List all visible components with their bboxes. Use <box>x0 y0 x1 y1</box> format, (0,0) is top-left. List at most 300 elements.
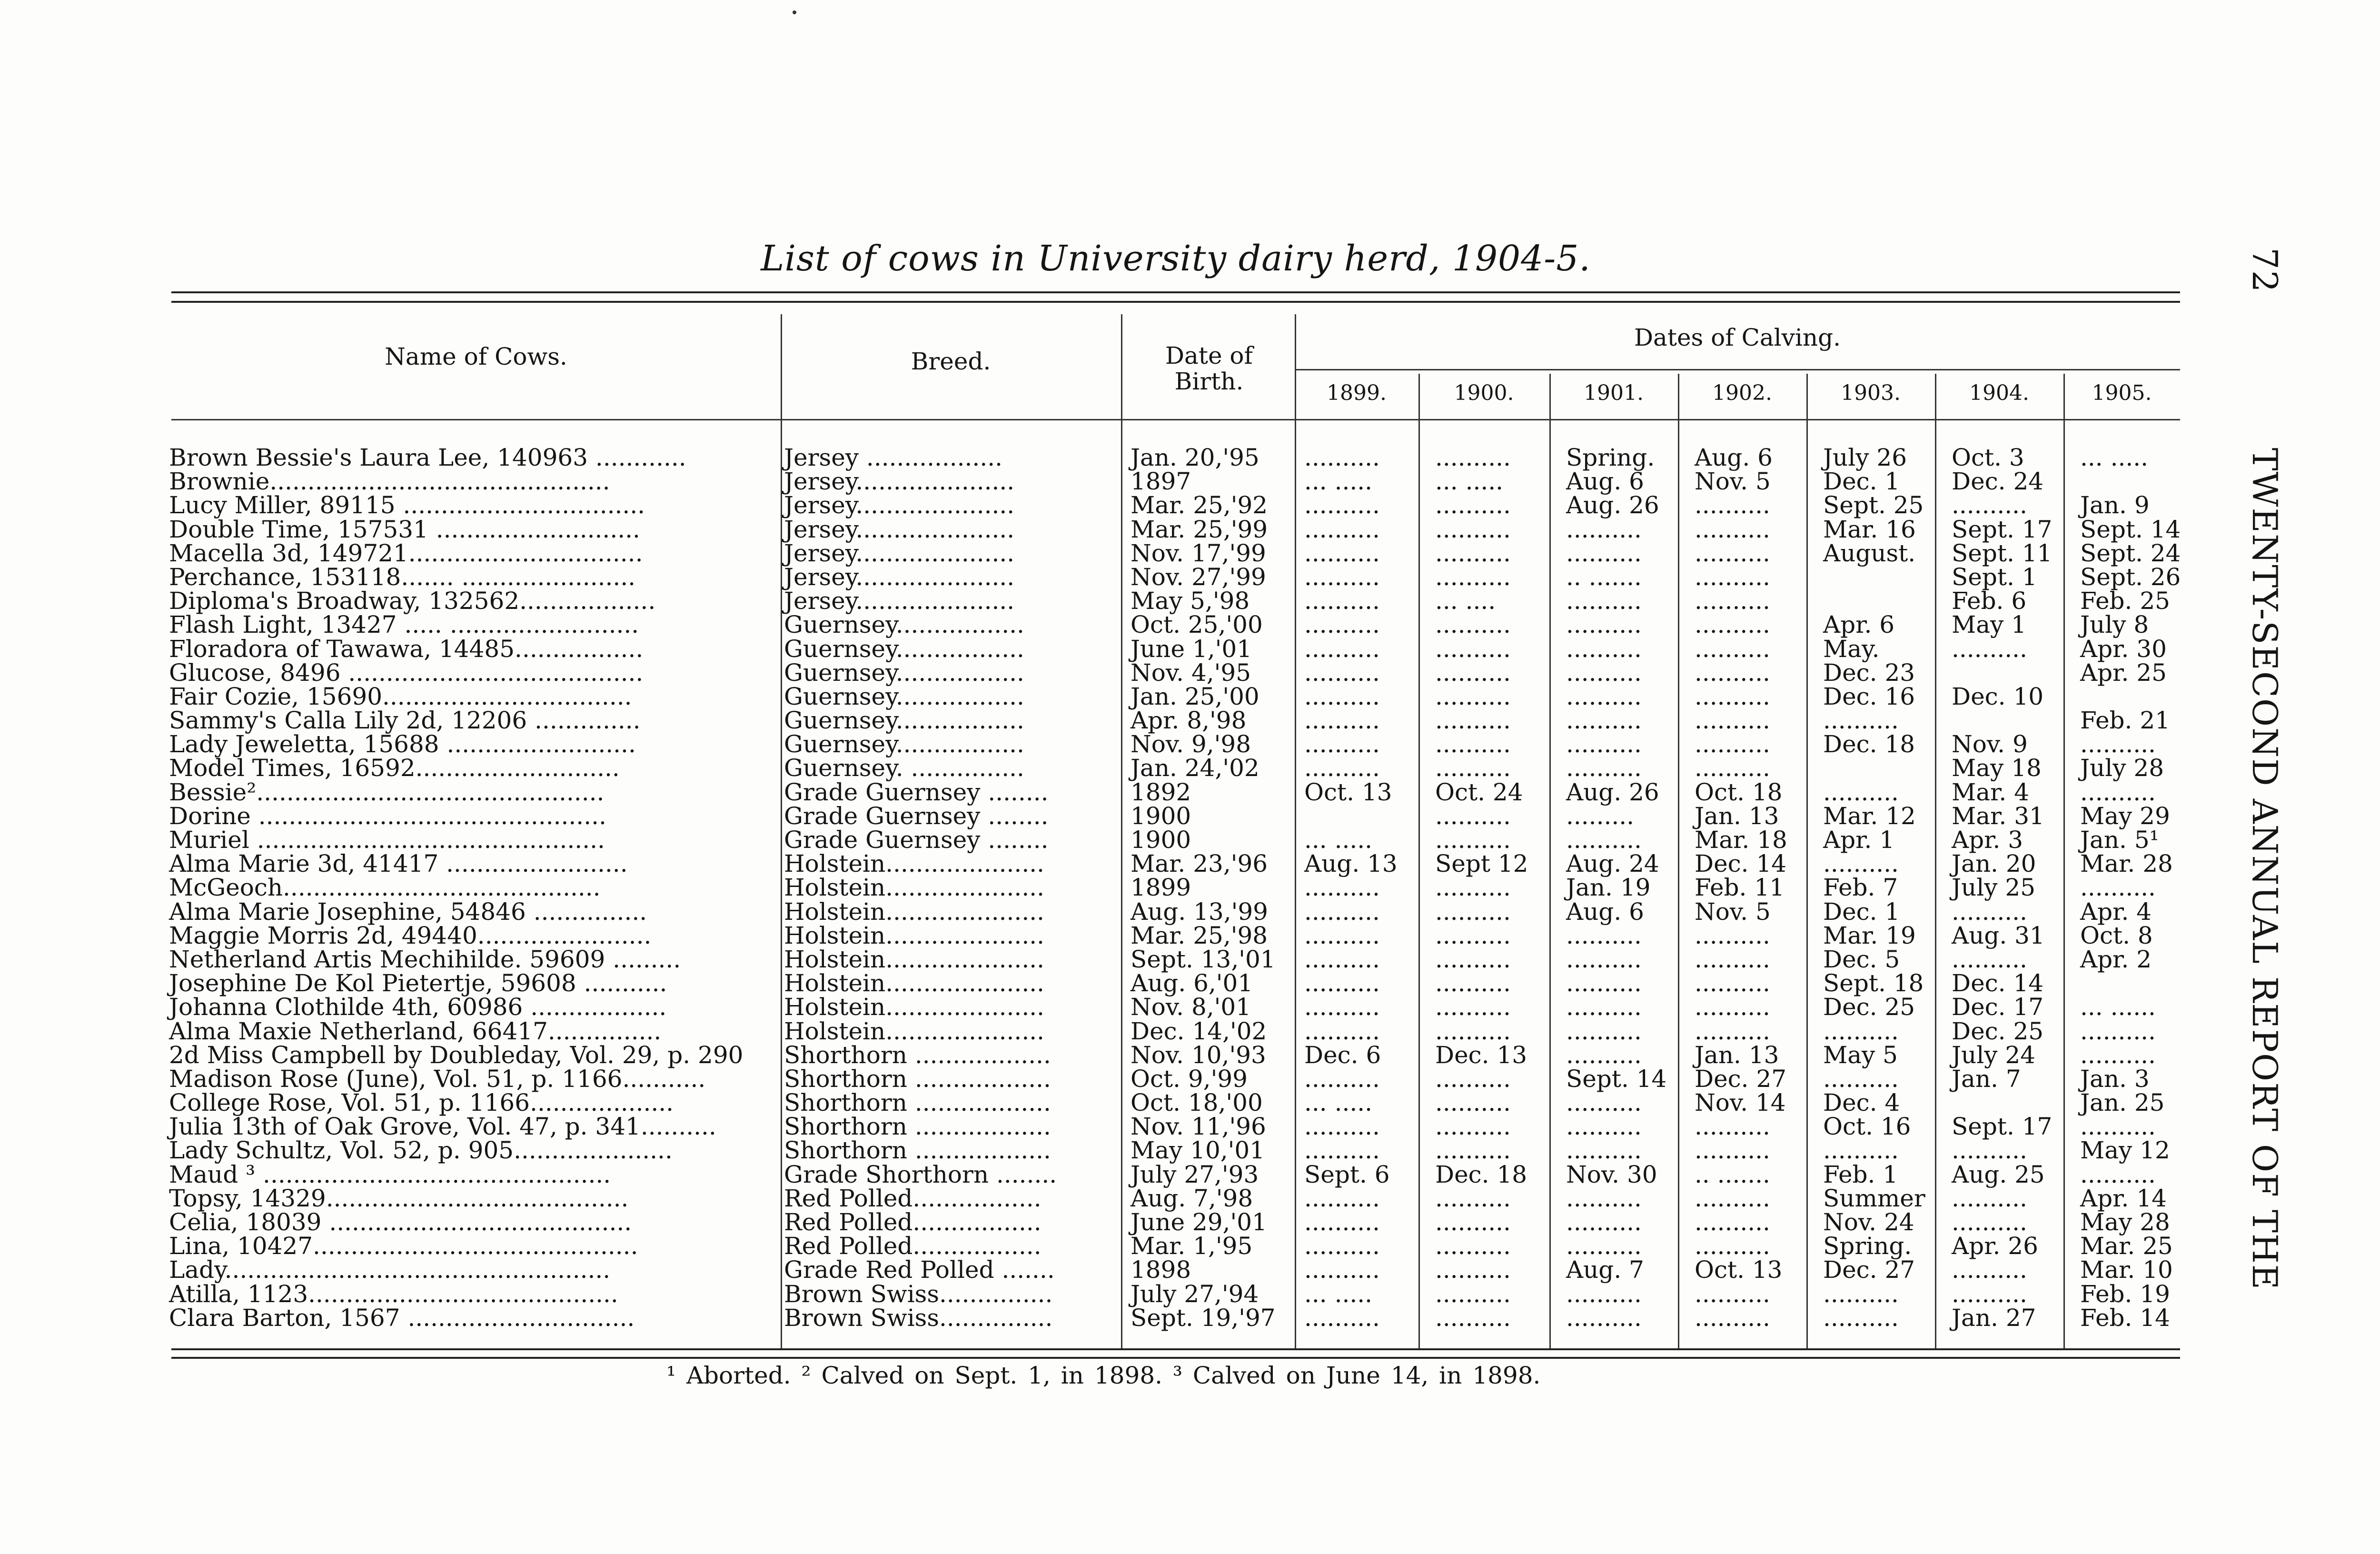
calving-date: ... ..... <box>1304 468 1373 496</box>
birth-date: Mar. 1,'95 <box>1130 1232 1253 1260</box>
calving-date: .......... <box>1304 682 1380 710</box>
calving-date: Jan. 5¹ <box>2080 826 2159 854</box>
calving-date: .......... <box>1566 969 1642 997</box>
calving-date: .......... <box>1304 874 1380 902</box>
calving-date: .......... <box>1695 1232 1770 1260</box>
calving-date: .......... <box>2080 730 2156 758</box>
birth-date: Aug. 13,'99 <box>1130 897 1268 926</box>
calving-date: Sept 12 <box>1435 850 1528 878</box>
calving-date: .......... <box>1566 921 1642 949</box>
cow-breed: Holstein..................... <box>784 874 1044 902</box>
calving-date: May 5 <box>1823 1041 1898 1069</box>
calving-date: Dec. 1 <box>1823 897 1900 926</box>
table-row <box>169 565 2182 589</box>
calving-date: Feb. 25 <box>2080 587 2170 615</box>
calving-date: .......... <box>1952 945 2027 973</box>
calving-date: May. <box>1823 635 1880 663</box>
calving-date: .......... <box>1304 897 1380 926</box>
calving-date: .......... <box>1304 635 1380 663</box>
cow-name: Floradora of Tawawa, 14485................. <box>169 635 644 663</box>
cow-name: Brownie............................................. <box>169 468 610 496</box>
cow-breed: Guernsey................. <box>784 682 1024 710</box>
cow-breed: Holstein..................... <box>784 945 1044 973</box>
birth-date: Aug. 7,'98 <box>1130 1184 1253 1212</box>
table-row <box>169 707 2182 735</box>
calving-date: ... ..... <box>1304 1089 1373 1117</box>
calving-date: Aug. 24 <box>1566 850 1659 878</box>
calving-date: Oct. 16 <box>1823 1113 1911 1141</box>
cow-breed: Guernsey. ............... <box>784 754 1024 782</box>
calving-date: .......... <box>1435 444 1511 471</box>
page-number: 72 <box>2245 248 2285 293</box>
calving-date: Sept. 17 <box>1952 515 2053 543</box>
table-row <box>169 852 2182 876</box>
cow-name: Lina, 10427........................................... <box>169 1232 638 1260</box>
calving-date: .......... <box>1566 658 1642 687</box>
cow-name: Julia 13th of Oak Grove, Vol. 47, p. 341.......... <box>169 1113 716 1141</box>
cow-name: Diploma's Broadway, 132562.................. <box>169 587 656 615</box>
cow-name: Double Time, 157531 ........................... <box>169 515 640 543</box>
calving-date: .......... <box>1304 491 1380 519</box>
calving-date: .......... <box>1435 1065 1511 1093</box>
birth-date: Apr. 8,'98 <box>1130 707 1247 735</box>
table-row <box>169 897 2182 926</box>
calving-date: .......... <box>1695 1208 1770 1236</box>
cow-breed: Jersey .................. <box>784 444 1003 471</box>
cow-name: Netherland Artis Mechihilde. 59609 ......... <box>169 945 681 973</box>
calving-date: Nov. 30 <box>1566 1160 1657 1188</box>
cow-breed: Jersey..................... <box>784 587 1015 615</box>
calving-date: .......... <box>1304 1208 1380 1236</box>
calving-date: Apr. 26 <box>1952 1232 2038 1260</box>
calving-date: .......... <box>1695 1280 1770 1308</box>
calving-date: Oct. 18 <box>1695 778 1783 806</box>
table-row <box>169 971 2182 995</box>
table-row <box>169 1160 2182 1188</box>
calving-date: .......... <box>1566 945 1642 973</box>
birth-date: Jan. 24,'02 <box>1130 754 1259 782</box>
calving-date: August. <box>1823 539 1916 567</box>
calving-date: .......... <box>1435 945 1511 973</box>
calving-date: .......... <box>1952 1280 2027 1308</box>
birth-date: Aug. 6,'01 <box>1130 969 1253 997</box>
birth-date: 1897 <box>1130 468 1191 496</box>
cow-breed: Guernsey................. <box>784 707 1024 735</box>
table-row <box>169 947 2182 971</box>
cow-breed: Jersey..................... <box>784 563 1015 591</box>
calving-date: Dec. 6 <box>1304 1041 1381 1069</box>
top-rule-2 <box>171 301 2180 303</box>
calving-date: .......... <box>1304 658 1380 687</box>
calving-date: .......... <box>1695 515 1770 543</box>
calving-date: .......... <box>1695 754 1770 782</box>
calving-date: Feb. 11 <box>1695 874 1785 902</box>
birth-date: Nov. 4,'95 <box>1130 658 1251 687</box>
table-row <box>169 1258 2182 1282</box>
calving-date: .......... <box>1695 563 1770 591</box>
calving-date: .......... <box>1566 1089 1642 1117</box>
header-year-1904: 1904. <box>1969 381 2029 405</box>
calving-date: ......... <box>1566 802 1635 830</box>
table-row <box>169 995 2182 1019</box>
cow-breed: Guernsey................. <box>784 635 1024 663</box>
table-row <box>169 446 2182 469</box>
running-head-title: TWENTY-SECOND ANNUAL REPORT OF THE <box>2245 448 2285 1291</box>
calving-date: .......... <box>1952 897 2027 926</box>
calving-date: .......... <box>2080 874 2156 902</box>
calving-date: .......... <box>1952 635 2027 663</box>
calving-date: Apr. 2 <box>2080 945 2152 973</box>
table-row <box>169 1306 2182 1330</box>
calving-date: .......... <box>1304 539 1380 567</box>
calving-date: .......... <box>2080 778 2156 806</box>
calving-date: ... ..... <box>2080 444 2149 471</box>
calving-date: .......... <box>1304 1113 1380 1141</box>
calving-date: Nov. 9 <box>1952 730 2028 758</box>
calving-date: Mar. 25 <box>2080 1232 2173 1260</box>
calving-date: ... .... <box>1435 587 1496 615</box>
calving-date: Dec. 17 <box>1952 993 2044 1021</box>
cow-breed: Shorthorn .................. <box>784 1041 1051 1069</box>
cow-name: Topsy, 14329........................................ <box>169 1184 629 1212</box>
calving-date: .......... <box>1435 1184 1511 1212</box>
calving-date: .......... <box>1566 1041 1642 1069</box>
cow-name: Lady................................................... <box>169 1256 611 1284</box>
cow-breed: Grade Red Polled ....... <box>784 1256 1055 1284</box>
calving-date: May 1 <box>1952 611 2026 639</box>
calving-date: .......... <box>1566 682 1642 710</box>
cow-breed: Holstein..................... <box>784 993 1044 1021</box>
calving-date: .......... <box>1435 658 1511 687</box>
cow-breed: Holstein..................... <box>784 921 1044 949</box>
calving-date: .......... <box>1566 1184 1642 1212</box>
calving-date: .......... <box>1435 826 1511 854</box>
calving-date: .......... <box>1304 945 1380 973</box>
calving-date: Aug. 25 <box>1952 1160 2045 1188</box>
calving-date: .......... <box>1435 921 1511 949</box>
cow-breed: Red Polled................. <box>784 1184 1041 1212</box>
calving-date: .......... <box>1952 1136 2027 1165</box>
calving-date: .......... <box>1304 921 1380 949</box>
cow-breed: Guernsey................. <box>784 658 1024 687</box>
calving-date: Oct. 24 <box>1435 778 1523 806</box>
calving-date: .......... <box>1435 707 1511 735</box>
calving-date: .......... <box>1304 563 1380 591</box>
calving-date: .......... <box>1304 1017 1380 1045</box>
calving-date: .......... <box>1435 563 1511 591</box>
calving-date: .......... <box>1695 1017 1770 1045</box>
birth-date: Nov. 27,'99 <box>1130 563 1266 591</box>
cow-breed: Grade Guernsey ........ <box>784 802 1049 830</box>
table-row <box>169 1136 2182 1165</box>
birth-date: Mar. 25,'92 <box>1130 491 1268 519</box>
cow-name: Maud ³ .............................................. <box>169 1160 611 1188</box>
calving-date: .......... <box>2080 1113 2156 1141</box>
calving-date: .......... <box>1435 754 1511 782</box>
bottom-rule-2 <box>171 1357 2180 1359</box>
calving-date: .......... <box>1695 491 1770 519</box>
birth-date: Nov. 8,'01 <box>1130 993 1251 1021</box>
calving-date: .......... <box>1435 1017 1511 1045</box>
calving-date: Jan. 7 <box>1952 1065 2021 1093</box>
calving-date: .......... <box>1435 1089 1511 1117</box>
calving-date: .......... <box>1566 730 1642 758</box>
cow-name: Fair Cozie, 15690................................. <box>169 682 632 710</box>
calving-date: Dec. 23 <box>1823 658 1915 687</box>
calving-date: Dec. 14 <box>1695 850 1787 878</box>
cow-name: Lucy Miller, 89115 ................................ <box>169 491 645 519</box>
cow-name: Sammy's Calla Lily 2d, 12206 .............. <box>169 707 641 735</box>
calving-date: .......... <box>1304 993 1380 1021</box>
header-dates-group: Dates of Calving. <box>1634 324 1841 351</box>
calving-date: .......... <box>1566 993 1642 1021</box>
calving-date: Feb. 19 <box>2080 1280 2170 1308</box>
calving-date: May 28 <box>2080 1208 2170 1236</box>
calving-date: .......... <box>1435 874 1511 902</box>
table-row <box>169 780 2182 804</box>
calving-date: .......... <box>1304 1232 1380 1260</box>
table-row <box>169 541 2182 565</box>
calving-date: .......... <box>2080 1160 2156 1188</box>
calving-date: .......... <box>1695 1113 1770 1141</box>
cow-breed: Brown Swiss............... <box>784 1280 1053 1308</box>
birth-date: Nov. 10,'93 <box>1130 1041 1266 1069</box>
cow-name: 2d Miss Campbell by Doubleday, Vol. 29, p. 290 <box>169 1041 744 1069</box>
calving-date: .......... <box>1566 1136 1642 1165</box>
calving-date: Aug. 7 <box>1566 1256 1644 1284</box>
cow-breed: Jersey..................... <box>784 491 1015 519</box>
calving-date: ... ..... <box>1304 1280 1373 1308</box>
table-row <box>169 613 2182 637</box>
header-birth: Date of Birth. <box>1165 342 1253 395</box>
calving-date: .......... <box>1566 515 1642 543</box>
calving-date: Spring. <box>1566 444 1655 471</box>
calving-date: Jan. 13 <box>1695 802 1779 830</box>
calving-date: .......... <box>1695 658 1770 687</box>
calving-date: .......... <box>1695 1184 1770 1212</box>
calving-date: .......... <box>1304 730 1380 758</box>
calving-date: Sept. 26 <box>2080 563 2181 591</box>
calving-date: Aug. 6 <box>1566 897 1644 926</box>
calving-date: Jan. 3 <box>2080 1065 2150 1093</box>
calving-date: Sept. 6 <box>1304 1160 1390 1188</box>
calving-date: .......... <box>1435 539 1511 567</box>
calving-date: Jan. 25 <box>2080 1089 2165 1117</box>
calving-date: Sept. 14 <box>1566 1065 1667 1093</box>
header-name: Name of Cows. <box>385 343 567 370</box>
calving-date: .......... <box>1435 1280 1511 1308</box>
calving-date: .......... <box>1304 754 1380 782</box>
calving-date: Apr. 4 <box>2080 897 2152 926</box>
header-breed: Breed. <box>911 348 991 375</box>
cow-name: Alma Maxie Netherland, 66417............... <box>169 1017 662 1045</box>
calving-date: .......... <box>1435 1136 1511 1165</box>
calving-date: July 26 <box>1823 444 1907 471</box>
cow-breed: Grade Shorthorn ........ <box>784 1160 1057 1188</box>
calving-date: .......... <box>1566 635 1642 663</box>
calving-date: .......... <box>1435 1113 1511 1141</box>
cow-breed: Jersey..................... <box>784 539 1015 567</box>
calving-date: .. ....... <box>1566 563 1642 591</box>
calving-date: .......... <box>1435 1256 1511 1284</box>
birth-date: Sept. 13,'01 <box>1130 945 1276 973</box>
cow-breed: Jersey..................... <box>784 468 1015 496</box>
calving-date: Oct. 3 <box>1952 444 2024 471</box>
calving-date: Oct. 13 <box>1695 1256 1783 1284</box>
cow-name: Maggie Morris 2d, 49440....................... <box>169 921 652 949</box>
calving-date: .......... <box>1695 921 1770 949</box>
cow-breed: Grade Guernsey ........ <box>784 778 1049 806</box>
calving-date: .......... <box>1435 682 1511 710</box>
table-row <box>169 1282 2182 1306</box>
calving-date: Dec. 1 <box>1823 468 1900 496</box>
calving-date: May 29 <box>2080 802 2170 830</box>
calving-date: .......... <box>1695 707 1770 735</box>
calving-date: Dec. 25 <box>1952 1017 2044 1045</box>
cow-name: College Rose, Vol. 51, p. 1166................... <box>169 1089 674 1117</box>
calving-date: .......... <box>1566 707 1642 735</box>
calving-date: July 8 <box>2080 611 2149 639</box>
calving-date: .......... <box>1435 1208 1511 1236</box>
calving-date: Feb. 21 <box>2080 707 2170 735</box>
cow-breed: Guernsey................. <box>784 611 1024 639</box>
cow-name: Alma Marie 3d, 41417 ........................ <box>169 850 628 878</box>
calving-date: Mar. 28 <box>2080 850 2173 878</box>
birth-date: June 29,'01 <box>1130 1208 1267 1236</box>
calving-date: .......... <box>1695 539 1770 567</box>
calving-date: .......... <box>1566 1280 1642 1308</box>
cow-breed: Red Polled................. <box>784 1232 1041 1260</box>
calving-date: .......... <box>1435 1304 1511 1332</box>
cow-name: Brown Bessie's Laura Lee, 140963 ............ <box>169 444 686 471</box>
cow-name: Bessie².............................................. <box>169 778 605 806</box>
birth-date: 1900 <box>1130 826 1191 854</box>
table-caption: List of cows in University dairy herd, 1904-5. <box>761 238 1591 279</box>
table-row <box>169 1113 2182 1141</box>
calving-date: Aug. 6 <box>1695 444 1773 471</box>
calving-date: Apr. 6 <box>1823 611 1895 639</box>
cow-breed: Brown Swiss............... <box>784 1304 1053 1332</box>
calving-date: Spring. <box>1823 1232 1912 1260</box>
calving-date: .......... <box>1304 611 1380 639</box>
table-row <box>169 732 2182 756</box>
calving-date: Nov. 14 <box>1695 1089 1786 1117</box>
calving-date: .......... <box>1695 611 1770 639</box>
calving-date: Aug. 13 <box>1304 850 1398 878</box>
calving-date: Apr. 3 <box>1952 826 2023 854</box>
cow-name: Madison Rose (June), Vol. 51, p. 1166........... <box>169 1065 706 1093</box>
cow-breed: Holstein..................... <box>784 1017 1044 1045</box>
table-row <box>169 637 2182 661</box>
calving-date: Dec. 25 <box>1823 993 1915 1021</box>
birth-date: July 27,'93 <box>1130 1160 1259 1188</box>
table-row <box>169 874 2182 902</box>
cow-table-body <box>169 446 2182 1330</box>
birth-date: Mar. 25,'99 <box>1130 515 1268 543</box>
calving-date: July 28 <box>2080 754 2164 782</box>
calving-date: .......... <box>1566 539 1642 567</box>
calving-date: .......... <box>1566 1208 1642 1236</box>
calving-date: Feb. 7 <box>1823 874 1898 902</box>
birth-date: Nov. 9,'98 <box>1130 730 1251 758</box>
header-year-1902: 1902. <box>1712 381 1772 405</box>
calving-date: Jan. 19 <box>1566 874 1651 902</box>
calving-date: Summer <box>1823 1184 1925 1212</box>
calving-date: Sept. 18 <box>1823 969 1924 997</box>
calving-date: Feb. 6 <box>1952 587 2027 615</box>
calving-date: ... ..... <box>1435 468 1504 496</box>
header-year-1905: 1905. <box>2092 381 2152 405</box>
birth-date: 1898 <box>1130 1256 1191 1284</box>
calving-date: .......... <box>1952 1208 2027 1236</box>
table-row <box>169 682 2182 710</box>
running-head <box>2242 248 2285 1291</box>
calving-date: Nov. 5 <box>1695 897 1771 926</box>
calving-date: .......... <box>1952 491 2027 519</box>
calving-date: .......... <box>1695 1304 1770 1332</box>
calving-date: Mar. 12 <box>1823 802 1916 830</box>
calving-date: Mar. 16 <box>1823 515 1916 543</box>
calving-date: .......... <box>1304 515 1380 543</box>
calving-date: Apr. 14 <box>2080 1184 2167 1212</box>
cow-breed: Shorthorn .................. <box>784 1065 1051 1093</box>
calving-date: Jan. 9 <box>2080 491 2150 519</box>
birth-date: Jan. 25,'00 <box>1130 682 1259 710</box>
table-row <box>169 756 2182 780</box>
calving-date: Sept. 11 <box>1952 539 2053 567</box>
table-row <box>169 804 2182 828</box>
table-row <box>169 1043 2182 1067</box>
calving-date: .......... <box>1435 969 1511 997</box>
header-year-1901: 1901. <box>1584 381 1644 405</box>
birth-date: July 27,'94 <box>1130 1280 1259 1308</box>
calving-date: Feb. 14 <box>2080 1304 2170 1332</box>
calving-date: .......... <box>1435 802 1511 830</box>
stray-mark <box>793 10 796 14</box>
calving-date: .......... <box>1435 611 1511 639</box>
calving-date: .......... <box>1695 682 1770 710</box>
calving-date: ... ..... <box>1304 826 1373 854</box>
calving-date: .......... <box>1695 993 1770 1021</box>
calving-date: .......... <box>1566 1232 1642 1260</box>
birth-date: 1900 <box>1130 802 1191 830</box>
calving-date: .......... <box>1566 611 1642 639</box>
table-row <box>169 589 2182 613</box>
calving-date: Mar. 4 <box>1952 778 2030 806</box>
cow-name: Clara Barton, 1567 .............................. <box>169 1304 635 1332</box>
birth-date: 1892 <box>1130 778 1191 806</box>
calving-date: Dec. 16 <box>1823 682 1915 710</box>
calving-date: .......... <box>1695 587 1770 615</box>
calving-date: .......... <box>2080 1017 2156 1045</box>
cow-name: Josephine De Kol Pietertje, 59608 ........... <box>169 969 667 997</box>
calving-date: ... ...... <box>2080 993 2156 1021</box>
calving-date: .......... <box>1435 1232 1511 1260</box>
calving-date: Aug. 26 <box>1566 778 1659 806</box>
calving-date: Jan. 13 <box>1695 1041 1779 1069</box>
cow-breed: Shorthorn .................. <box>784 1089 1051 1117</box>
calving-date: Mar. 10 <box>2080 1256 2173 1284</box>
cow-name: McGeoch.......................................... <box>169 874 601 902</box>
header-year-1899: 1899. <box>1327 381 1387 405</box>
calving-date: Sept. 14 <box>2080 515 2181 543</box>
calving-date: .......... <box>1304 1184 1380 1212</box>
calving-date: Oct. 8 <box>2080 921 2153 949</box>
birth-date: Oct. 18,'00 <box>1130 1089 1263 1117</box>
calving-date: .......... <box>1566 587 1642 615</box>
dates-group-underline <box>1295 369 2180 370</box>
cow-breed: Holstein..................... <box>784 969 1044 997</box>
